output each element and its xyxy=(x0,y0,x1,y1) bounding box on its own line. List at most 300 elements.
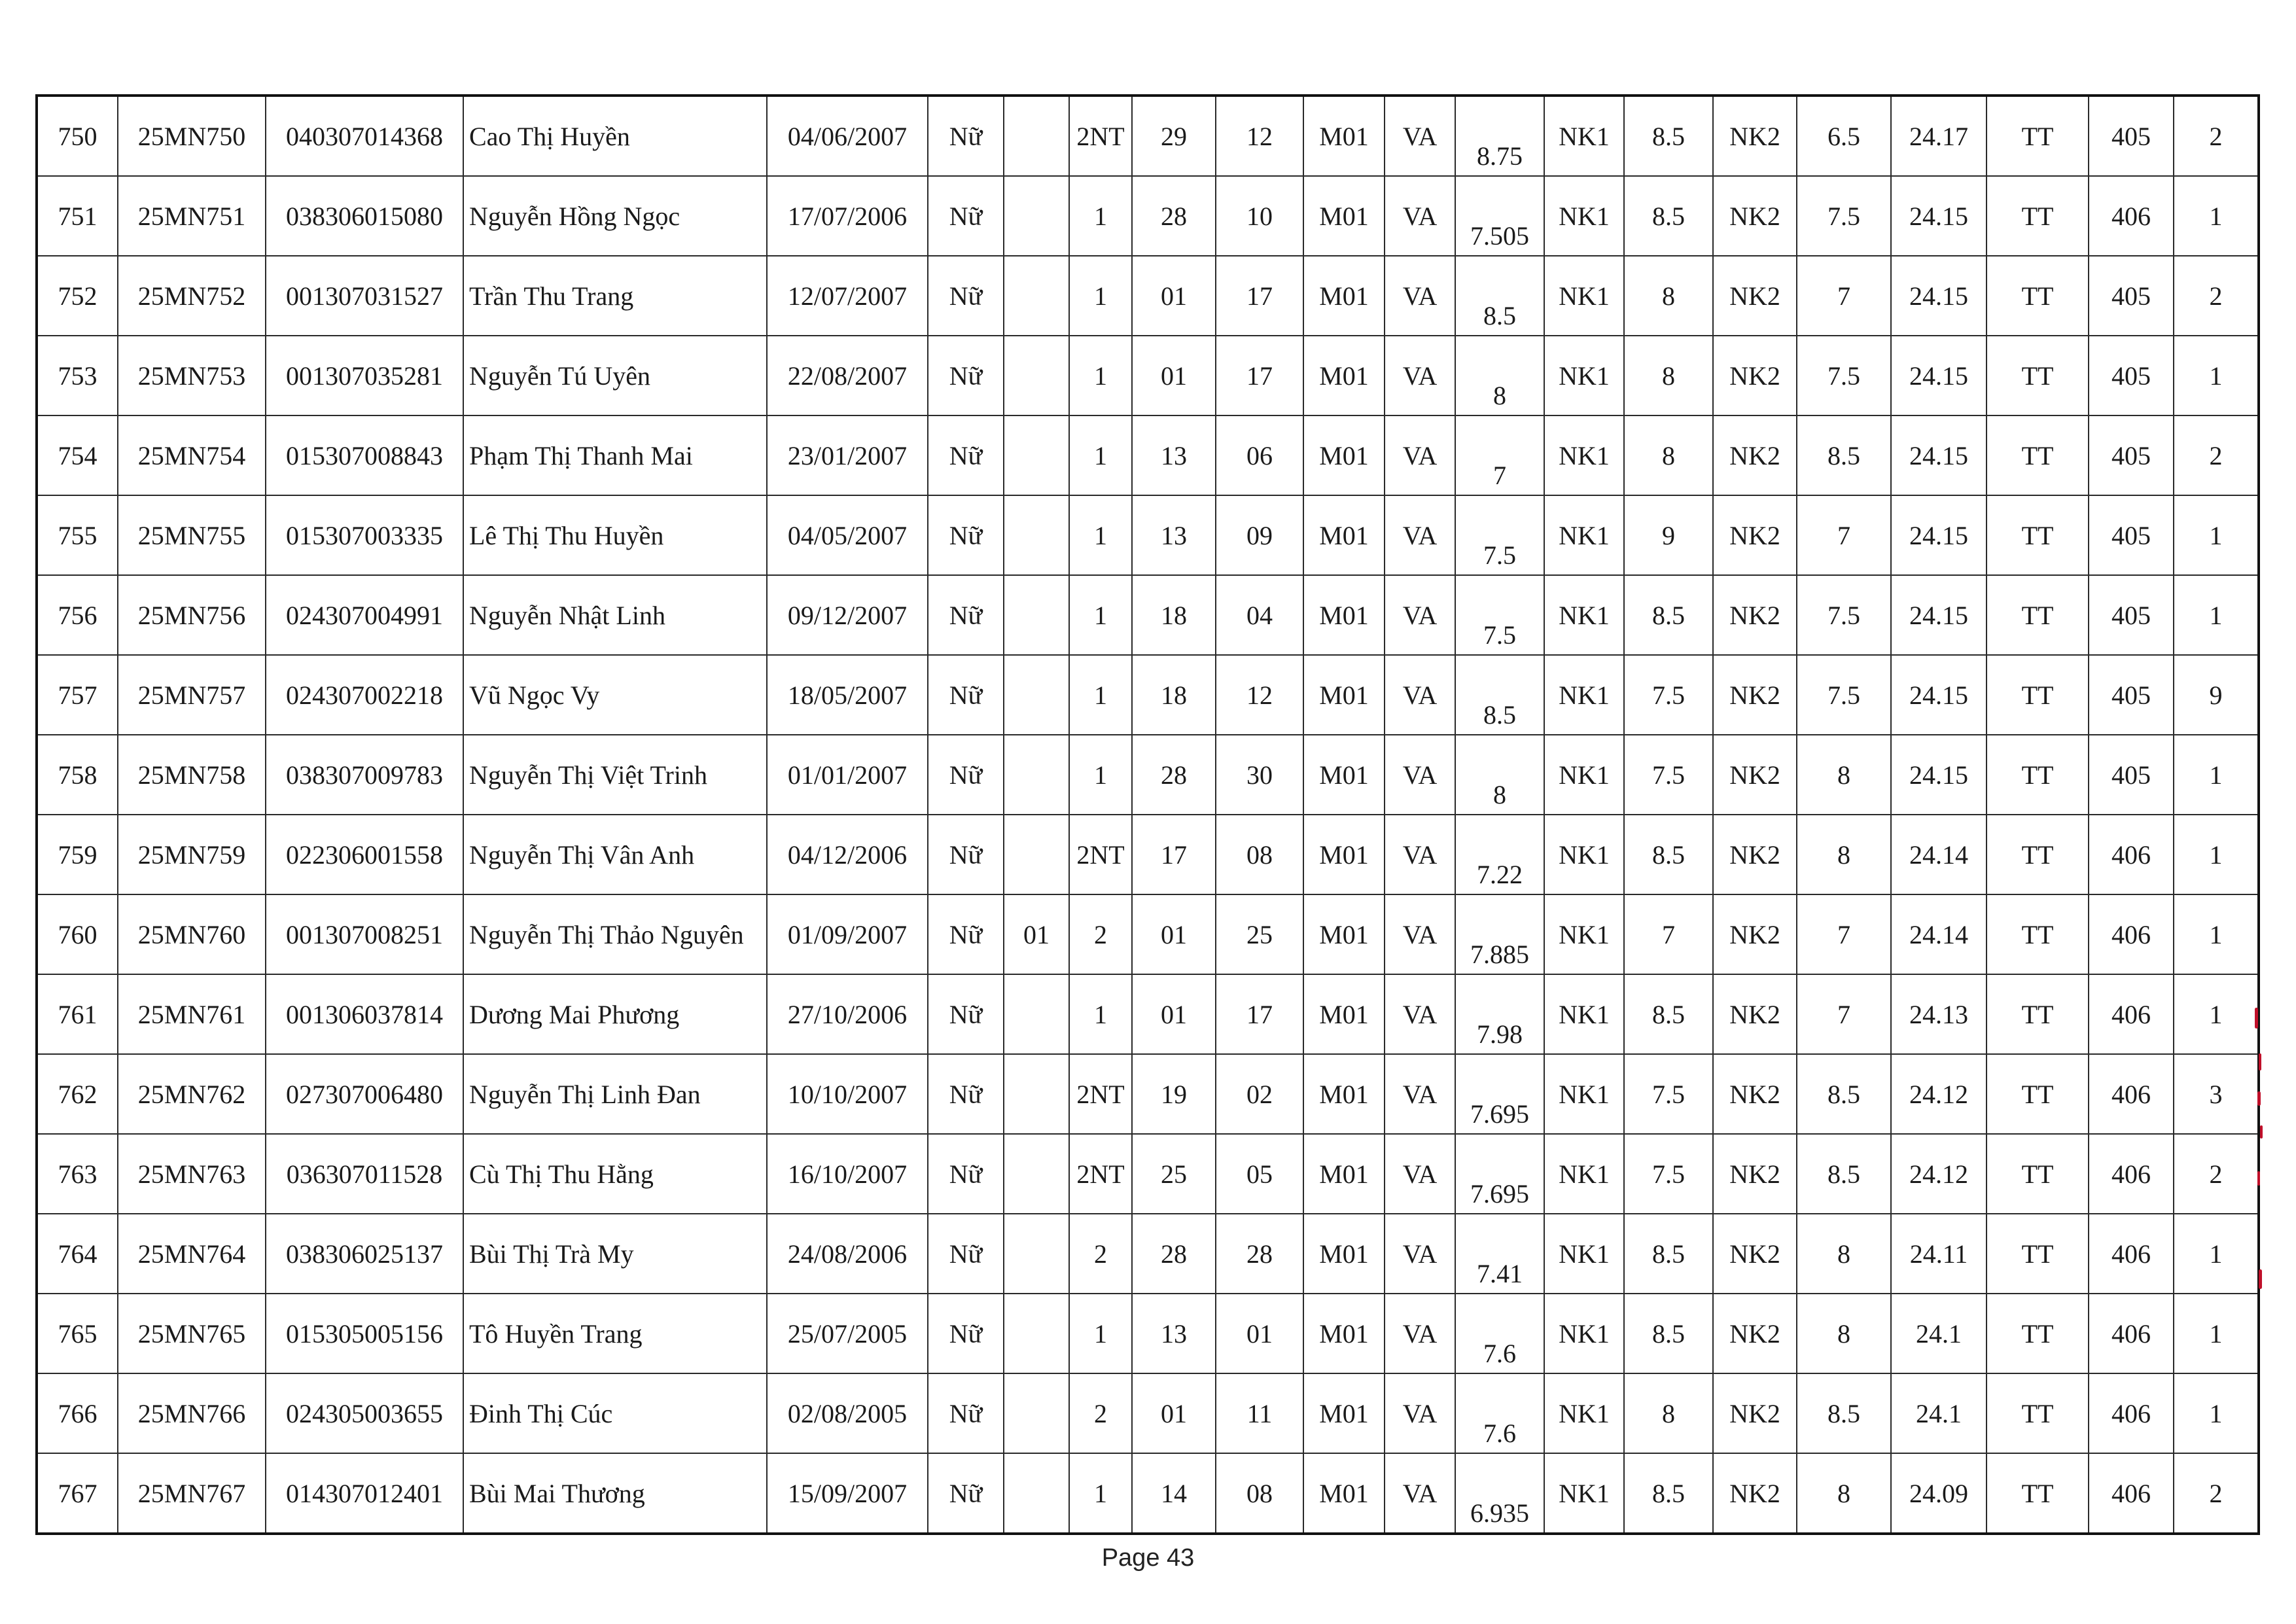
cell-school-code: 12 xyxy=(1216,655,1303,735)
cell-subject-1: VA xyxy=(1385,575,1455,655)
cell-subject-3: NK2 xyxy=(1713,96,1797,176)
cell-combo-code: M01 xyxy=(1303,96,1385,176)
cell-priority-area: 1 xyxy=(1069,974,1132,1054)
cell-score-3: 7 xyxy=(1797,974,1891,1054)
cell-full-name: Nguyễn Nhật Linh xyxy=(463,575,767,655)
cell-school-code: 17 xyxy=(1216,256,1303,336)
cell-score-1: 7.505 xyxy=(1455,176,1544,256)
cell-school-code: 06 xyxy=(1216,415,1303,495)
margin-mark xyxy=(2259,1269,2262,1289)
cell-score-1: 8 xyxy=(1455,336,1544,415)
cell-score-3: 8.5 xyxy=(1797,1134,1891,1214)
cell-birth-date: 15/09/2007 xyxy=(767,1453,928,1534)
cell-score-2: 8.5 xyxy=(1624,1294,1713,1373)
cell-candidate-code: 25MN752 xyxy=(118,256,266,336)
cell-stt: 762 xyxy=(37,1054,118,1134)
cell-room: 406 xyxy=(2089,894,2174,974)
cell-subject-2: NK1 xyxy=(1544,575,1624,655)
cell-priority-area: 1 xyxy=(1069,336,1132,415)
cell-combo-code: M01 xyxy=(1303,1134,1385,1214)
cell-room: 405 xyxy=(2089,415,2174,495)
cell-combo-code: M01 xyxy=(1303,575,1385,655)
cell-full-name: Nguyễn Thị Vân Anh xyxy=(463,815,767,894)
cell-subject-1: VA xyxy=(1385,495,1455,575)
cell-subject-3: NK2 xyxy=(1713,1214,1797,1294)
results-table xyxy=(35,94,2260,1535)
cell-combo-code: M01 xyxy=(1303,974,1385,1054)
cell-full-name: Dương Mai Phương xyxy=(463,974,767,1054)
cell-id-number: 001307035281 xyxy=(266,336,463,415)
cell-status: TT xyxy=(1987,655,2089,735)
cell-subject-3: NK2 xyxy=(1713,176,1797,256)
cell-candidate-code: 25MN759 xyxy=(118,815,266,894)
cell-total-score: 24.14 xyxy=(1891,894,1987,974)
cell-order: 2 xyxy=(2174,1453,2259,1534)
cell-province-code: 25 xyxy=(1132,1134,1216,1214)
cell-subject-2: NK1 xyxy=(1544,1054,1624,1134)
cell-gender: Nữ xyxy=(928,894,1004,974)
cell-room: 405 xyxy=(2089,96,2174,176)
cell-gender: Nữ xyxy=(928,1134,1004,1214)
cell-score-1: 8 xyxy=(1455,735,1544,815)
cell-subject-3: NK2 xyxy=(1713,336,1797,415)
cell-birth-date: 02/08/2005 xyxy=(767,1373,928,1453)
cell-total-score: 24.13 xyxy=(1891,974,1987,1054)
cell-id-number: 022306001558 xyxy=(266,815,463,894)
cell-score-3: 7.5 xyxy=(1797,575,1891,655)
cell-score-1: 6.935 xyxy=(1455,1453,1544,1534)
cell-birth-date: 16/10/2007 xyxy=(767,1134,928,1214)
cell-priority-area: 2NT xyxy=(1069,1134,1132,1214)
cell-priority-object xyxy=(1004,96,1069,176)
cell-score-2: 8.5 xyxy=(1624,176,1713,256)
cell-gender: Nữ xyxy=(928,96,1004,176)
cell-priority-area: 2 xyxy=(1069,1214,1132,1294)
cell-score-3: 7.5 xyxy=(1797,176,1891,256)
cell-province-code: 18 xyxy=(1132,575,1216,655)
cell-birth-date: 12/07/2007 xyxy=(767,256,928,336)
margin-mark xyxy=(2255,1008,2258,1029)
cell-combo-code: M01 xyxy=(1303,655,1385,735)
cell-status: TT xyxy=(1987,1054,2089,1134)
cell-province-code: 13 xyxy=(1132,495,1216,575)
cell-stt: 767 xyxy=(37,1453,118,1534)
cell-id-number: 036307011528 xyxy=(266,1134,463,1214)
cell-status: TT xyxy=(1987,415,2089,495)
cell-id-number: 024307002218 xyxy=(266,655,463,735)
cell-candidate-code: 25MN764 xyxy=(118,1214,266,1294)
cell-candidate-code: 25MN756 xyxy=(118,575,266,655)
cell-province-code: 01 xyxy=(1132,894,1216,974)
cell-combo-code: M01 xyxy=(1303,1373,1385,1453)
cell-score-1: 7 xyxy=(1455,415,1544,495)
margin-mark xyxy=(2257,1171,2260,1186)
cell-full-name: Cù Thị Thu Hằng xyxy=(463,1134,767,1214)
cell-priority-area: 1 xyxy=(1069,575,1132,655)
cell-full-name: Nguyễn Tú Uyên xyxy=(463,336,767,415)
cell-gender: Nữ xyxy=(928,1453,1004,1534)
cell-room: 406 xyxy=(2089,1134,2174,1214)
cell-candidate-code: 25MN763 xyxy=(118,1134,266,1214)
cell-province-code: 14 xyxy=(1132,1453,1216,1534)
cell-priority-area: 2NT xyxy=(1069,96,1132,176)
cell-combo-code: M01 xyxy=(1303,1453,1385,1534)
cell-candidate-code: 25MN757 xyxy=(118,655,266,735)
cell-priority-object xyxy=(1004,1134,1069,1214)
cell-total-score: 24.15 xyxy=(1891,415,1987,495)
cell-score-1: 7.695 xyxy=(1455,1134,1544,1214)
cell-score-3: 6.5 xyxy=(1797,96,1891,176)
cell-total-score: 24.15 xyxy=(1891,655,1987,735)
cell-gender: Nữ xyxy=(928,815,1004,894)
cell-combo-code: M01 xyxy=(1303,256,1385,336)
cell-score-2: 7.5 xyxy=(1624,735,1713,815)
cell-priority-area: 1 xyxy=(1069,176,1132,256)
cell-room: 406 xyxy=(2089,1214,2174,1294)
cell-birth-date: 04/05/2007 xyxy=(767,495,928,575)
margin-mark xyxy=(2259,1053,2261,1070)
cell-subject-1: VA xyxy=(1385,815,1455,894)
cell-id-number: 001306037814 xyxy=(266,974,463,1054)
cell-status: TT xyxy=(1987,495,2089,575)
cell-order: 1 xyxy=(2174,815,2259,894)
cell-subject-1: VA xyxy=(1385,1453,1455,1534)
cell-subject-1: VA xyxy=(1385,1294,1455,1373)
cell-stt: 761 xyxy=(37,974,118,1054)
cell-room: 405 xyxy=(2089,655,2174,735)
cell-status: TT xyxy=(1987,176,2089,256)
table-row xyxy=(37,336,2259,415)
cell-school-code: 30 xyxy=(1216,735,1303,815)
table-row xyxy=(37,176,2259,256)
cell-score-3: 8 xyxy=(1797,735,1891,815)
cell-stt: 757 xyxy=(37,655,118,735)
cell-score-1: 7.5 xyxy=(1455,575,1544,655)
cell-status: TT xyxy=(1987,1373,2089,1453)
cell-birth-date: 27/10/2006 xyxy=(767,974,928,1054)
table-row xyxy=(37,815,2259,894)
cell-priority-object xyxy=(1004,575,1069,655)
cell-score-1: 7.885 xyxy=(1455,894,1544,974)
cell-score-2: 7 xyxy=(1624,894,1713,974)
cell-stt: 753 xyxy=(37,336,118,415)
cell-score-2: 7.5 xyxy=(1624,655,1713,735)
cell-order: 1 xyxy=(2174,974,2259,1054)
cell-score-1: 7.6 xyxy=(1455,1294,1544,1373)
cell-subject-1: VA xyxy=(1385,1214,1455,1294)
cell-priority-object xyxy=(1004,1453,1069,1534)
cell-id-number: 014307012401 xyxy=(266,1453,463,1534)
cell-school-code: 01 xyxy=(1216,1294,1303,1373)
cell-subject-3: NK2 xyxy=(1713,1294,1797,1373)
cell-combo-code: M01 xyxy=(1303,1294,1385,1373)
page-number: Page 43 xyxy=(1101,1544,1195,1572)
cell-score-2: 7.5 xyxy=(1624,1134,1713,1214)
cell-stt: 754 xyxy=(37,415,118,495)
cell-order: 1 xyxy=(2174,575,2259,655)
cell-id-number: 024305003655 xyxy=(266,1373,463,1453)
cell-full-name: Vũ Ngọc Vy xyxy=(463,655,767,735)
cell-priority-area: 2NT xyxy=(1069,1054,1132,1134)
cell-status: TT xyxy=(1987,336,2089,415)
cell-priority-object xyxy=(1004,735,1069,815)
cell-subject-3: NK2 xyxy=(1713,415,1797,495)
cell-priority-object: 01 xyxy=(1004,894,1069,974)
cell-province-code: 01 xyxy=(1132,336,1216,415)
cell-school-code: 11 xyxy=(1216,1373,1303,1453)
cell-room: 406 xyxy=(2089,176,2174,256)
cell-birth-date: 04/12/2006 xyxy=(767,815,928,894)
cell-stt: 755 xyxy=(37,495,118,575)
cell-combo-code: M01 xyxy=(1303,176,1385,256)
cell-subject-3: NK2 xyxy=(1713,1134,1797,1214)
cell-gender: Nữ xyxy=(928,336,1004,415)
cell-stt: 756 xyxy=(37,575,118,655)
cell-gender: Nữ xyxy=(928,1373,1004,1453)
cell-order: 2 xyxy=(2174,1134,2259,1214)
cell-score-2: 8.5 xyxy=(1624,1214,1713,1294)
cell-id-number: 038306015080 xyxy=(266,176,463,256)
cell-score-3: 8 xyxy=(1797,1294,1891,1373)
cell-school-code: 04 xyxy=(1216,575,1303,655)
cell-candidate-code: 25MN755 xyxy=(118,495,266,575)
cell-province-code: 28 xyxy=(1132,735,1216,815)
cell-stt: 763 xyxy=(37,1134,118,1214)
cell-score-1: 7.41 xyxy=(1455,1214,1544,1294)
cell-school-code: 28 xyxy=(1216,1214,1303,1294)
cell-subject-2: NK1 xyxy=(1544,1453,1624,1534)
table-row xyxy=(37,96,2259,176)
cell-total-score: 24.12 xyxy=(1891,1054,1987,1134)
cell-full-name: Nguyễn Hồng Ngọc xyxy=(463,176,767,256)
cell-id-number: 038307009783 xyxy=(266,735,463,815)
cell-total-score: 24.14 xyxy=(1891,815,1987,894)
cell-candidate-code: 25MN751 xyxy=(118,176,266,256)
cell-school-code: 12 xyxy=(1216,96,1303,176)
cell-combo-code: M01 xyxy=(1303,735,1385,815)
cell-score-1: 8.5 xyxy=(1455,256,1544,336)
cell-total-score: 24.1 xyxy=(1891,1294,1987,1373)
cell-birth-date: 09/12/2007 xyxy=(767,575,928,655)
cell-candidate-code: 25MN765 xyxy=(118,1294,266,1373)
cell-province-code: 13 xyxy=(1132,415,1216,495)
cell-status: TT xyxy=(1987,1453,2089,1534)
cell-score-2: 8 xyxy=(1624,1373,1713,1453)
cell-subject-2: NK1 xyxy=(1544,176,1624,256)
cell-status: TT xyxy=(1987,735,2089,815)
cell-room: 406 xyxy=(2089,815,2174,894)
cell-school-code: 08 xyxy=(1216,1453,1303,1534)
cell-gender: Nữ xyxy=(928,655,1004,735)
cell-total-score: 24.15 xyxy=(1891,735,1987,815)
cell-subject-1: VA xyxy=(1385,96,1455,176)
cell-province-code: 01 xyxy=(1132,256,1216,336)
cell-school-code: 05 xyxy=(1216,1134,1303,1214)
cell-score-2: 8.5 xyxy=(1624,1453,1713,1534)
cell-order: 2 xyxy=(2174,256,2259,336)
cell-score-3: 7 xyxy=(1797,256,1891,336)
cell-score-3: 7 xyxy=(1797,894,1891,974)
cell-birth-date: 18/05/2007 xyxy=(767,655,928,735)
table-row xyxy=(37,415,2259,495)
cell-gender: Nữ xyxy=(928,1294,1004,1373)
cell-priority-area: 1 xyxy=(1069,1294,1132,1373)
cell-room: 405 xyxy=(2089,575,2174,655)
cell-subject-2: NK1 xyxy=(1544,1214,1624,1294)
cell-stt: 765 xyxy=(37,1294,118,1373)
cell-gender: Nữ xyxy=(928,176,1004,256)
margin-mark xyxy=(2260,1125,2263,1139)
cell-subject-2: NK1 xyxy=(1544,894,1624,974)
cell-priority-object xyxy=(1004,415,1069,495)
cell-id-number: 040307014368 xyxy=(266,96,463,176)
cell-subject-2: NK1 xyxy=(1544,336,1624,415)
cell-score-1: 8.5 xyxy=(1455,655,1544,735)
cell-status: TT xyxy=(1987,256,2089,336)
cell-subject-2: NK1 xyxy=(1544,495,1624,575)
cell-subject-2: NK1 xyxy=(1544,1134,1624,1214)
cell-birth-date: 01/01/2007 xyxy=(767,735,928,815)
cell-score-2: 8.5 xyxy=(1624,575,1713,655)
cell-priority-object xyxy=(1004,1214,1069,1294)
cell-subject-2: NK1 xyxy=(1544,974,1624,1054)
cell-total-score: 24.15 xyxy=(1891,176,1987,256)
table-row xyxy=(37,735,2259,815)
cell-status: TT xyxy=(1987,815,2089,894)
cell-province-code: 28 xyxy=(1132,1214,1216,1294)
cell-subject-1: VA xyxy=(1385,256,1455,336)
cell-subject-3: NK2 xyxy=(1713,256,1797,336)
cell-candidate-code: 25MN754 xyxy=(118,415,266,495)
cell-combo-code: M01 xyxy=(1303,1214,1385,1294)
cell-score-2: 8.5 xyxy=(1624,815,1713,894)
cell-stt: 766 xyxy=(37,1373,118,1453)
cell-subject-1: VA xyxy=(1385,655,1455,735)
cell-order: 1 xyxy=(2174,735,2259,815)
cell-priority-area: 1 xyxy=(1069,256,1132,336)
cell-score-3: 8.5 xyxy=(1797,1373,1891,1453)
cell-status: TT xyxy=(1987,894,2089,974)
cell-subject-1: VA xyxy=(1385,415,1455,495)
cell-province-code: 01 xyxy=(1132,1373,1216,1453)
cell-birth-date: 10/10/2007 xyxy=(767,1054,928,1134)
cell-school-code: 17 xyxy=(1216,974,1303,1054)
cell-province-code: 28 xyxy=(1132,176,1216,256)
cell-subject-3: NK2 xyxy=(1713,974,1797,1054)
cell-province-code: 29 xyxy=(1132,96,1216,176)
cell-subject-1: VA xyxy=(1385,176,1455,256)
cell-room: 405 xyxy=(2089,735,2174,815)
cell-subject-1: VA xyxy=(1385,735,1455,815)
cell-school-code: 17 xyxy=(1216,336,1303,415)
cell-stt: 750 xyxy=(37,96,118,176)
cell-subject-3: NK2 xyxy=(1713,1453,1797,1534)
cell-combo-code: M01 xyxy=(1303,815,1385,894)
cell-score-1: 7.98 xyxy=(1455,974,1544,1054)
cell-score-3: 8 xyxy=(1797,815,1891,894)
table-row xyxy=(37,495,2259,575)
cell-stt: 751 xyxy=(37,176,118,256)
cell-birth-date: 01/09/2007 xyxy=(767,894,928,974)
cell-combo-code: M01 xyxy=(1303,495,1385,575)
cell-id-number: 015305005156 xyxy=(266,1294,463,1373)
cell-score-3: 7 xyxy=(1797,495,1891,575)
table-row xyxy=(37,1453,2259,1534)
cell-birth-date: 23/01/2007 xyxy=(767,415,928,495)
cell-order: 1 xyxy=(2174,176,2259,256)
cell-subject-2: NK1 xyxy=(1544,1373,1624,1453)
cell-school-code: 09 xyxy=(1216,495,1303,575)
cell-school-code: 25 xyxy=(1216,894,1303,974)
cell-order: 3 xyxy=(2174,1054,2259,1134)
cell-room: 406 xyxy=(2089,1054,2174,1134)
cell-birth-date: 25/07/2005 xyxy=(767,1294,928,1373)
cell-candidate-code: 25MN760 xyxy=(118,894,266,974)
cell-order: 1 xyxy=(2174,1294,2259,1373)
cell-subject-1: VA xyxy=(1385,1373,1455,1453)
cell-candidate-code: 25MN750 xyxy=(118,96,266,176)
cell-score-2: 9 xyxy=(1624,495,1713,575)
cell-score-3: 7.5 xyxy=(1797,655,1891,735)
cell-priority-object xyxy=(1004,495,1069,575)
margin-mark xyxy=(2257,1091,2261,1106)
cell-birth-date: 24/08/2006 xyxy=(767,1214,928,1294)
cell-total-score: 24.15 xyxy=(1891,256,1987,336)
cell-priority-object xyxy=(1004,256,1069,336)
cell-subject-3: NK2 xyxy=(1713,815,1797,894)
cell-score-1: 7.5 xyxy=(1455,495,1544,575)
cell-score-3: 8.5 xyxy=(1797,415,1891,495)
cell-total-score: 24.09 xyxy=(1891,1453,1987,1534)
cell-score-1: 8.75 xyxy=(1455,96,1544,176)
cell-priority-area: 1 xyxy=(1069,495,1132,575)
cell-full-name: Phạm Thị Thanh Mai xyxy=(463,415,767,495)
cell-room: 406 xyxy=(2089,1453,2174,1534)
cell-room: 405 xyxy=(2089,256,2174,336)
cell-total-score: 24.15 xyxy=(1891,336,1987,415)
cell-priority-object xyxy=(1004,1054,1069,1134)
cell-full-name: Lê Thị Thu Huyền xyxy=(463,495,767,575)
cell-priority-object xyxy=(1004,974,1069,1054)
cell-gender: Nữ xyxy=(928,495,1004,575)
cell-status: TT xyxy=(1987,96,2089,176)
cell-subject-2: NK1 xyxy=(1544,96,1624,176)
cell-order: 2 xyxy=(2174,96,2259,176)
cell-room: 406 xyxy=(2089,1294,2174,1373)
cell-full-name: Đinh Thị Cúc xyxy=(463,1373,767,1453)
cell-subject-1: VA xyxy=(1385,1054,1455,1134)
cell-room: 405 xyxy=(2089,336,2174,415)
cell-stt: 764 xyxy=(37,1214,118,1294)
cell-id-number: 001307008251 xyxy=(266,894,463,974)
cell-priority-area: 2 xyxy=(1069,1373,1132,1453)
table-row xyxy=(37,1214,2259,1294)
cell-score-1: 7.6 xyxy=(1455,1373,1544,1453)
cell-candidate-code: 25MN753 xyxy=(118,336,266,415)
cell-candidate-code: 25MN762 xyxy=(118,1054,266,1134)
table-row xyxy=(37,256,2259,336)
cell-id-number: 001307031527 xyxy=(266,256,463,336)
cell-province-code: 13 xyxy=(1132,1294,1216,1373)
cell-gender: Nữ xyxy=(928,256,1004,336)
cell-subject-1: VA xyxy=(1385,336,1455,415)
cell-subject-2: NK1 xyxy=(1544,1294,1624,1373)
cell-full-name: Bùi Mai Thương xyxy=(463,1453,767,1534)
table-row xyxy=(37,894,2259,974)
cell-candidate-code: 25MN767 xyxy=(118,1453,266,1534)
cell-subject-2: NK1 xyxy=(1544,415,1624,495)
cell-subject-2: NK1 xyxy=(1544,256,1624,336)
